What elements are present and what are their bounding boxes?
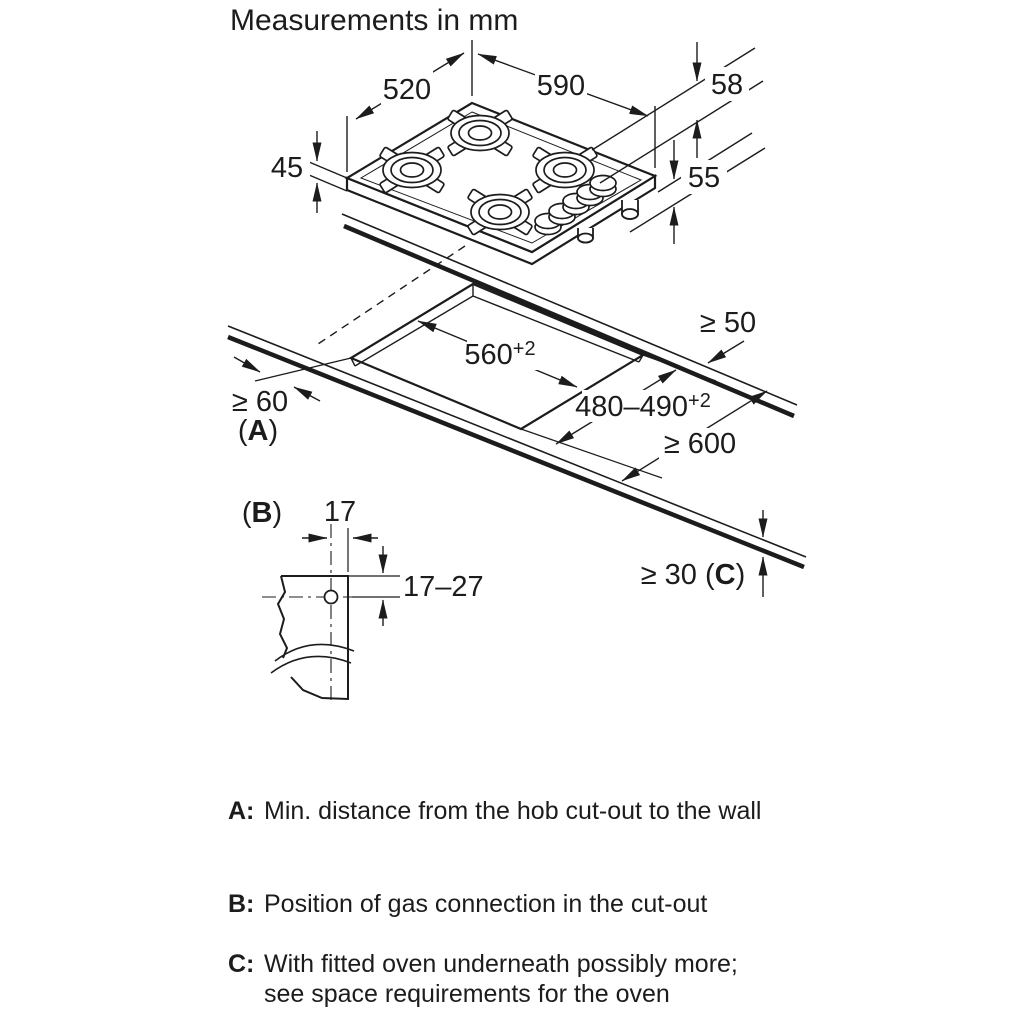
dim-60-label: ≥ 60 [231,386,289,418]
dim-560-label: $560^{+2}$ [464,338,536,371]
hob-leg [578,228,593,243]
dim-17 [302,528,378,572]
dim-55-label: 55 [687,162,721,194]
gas-hole [325,591,338,604]
dim-520-label: 520 [382,74,432,106]
legend-item-a [228,796,784,826]
dim-50-label: ≥ 50 [699,307,757,339]
legend-item-b [228,889,784,919]
hob-drawing [347,103,655,264]
dim-58-label: 58 [710,69,744,101]
page-title: Measurements in mm [230,4,519,37]
dim-17-27 [348,546,400,626]
break-line [271,656,351,673]
panel-section [271,576,354,699]
legend-text-a: Min. distance from the hob cut-out to the wall [264,797,762,825]
burner [447,110,512,156]
dim-60-ref-label: (A) [237,415,279,447]
burner [379,147,444,193]
gas-detail-ref-label: (B) [241,497,283,529]
gas-connection-detail [262,524,400,705]
legend-item-c [228,949,784,1009]
legend-key-b: B: [228,890,255,918]
dim-590-label: 590 [536,70,586,102]
dim-17-27-label: 17–27 [403,571,484,603]
legend-text-c: With fitted oven underneath possibly more; see space requirements for the oven [264,950,738,1008]
burner [467,189,532,235]
dim-30-label: ≥ 30 (C) [640,559,746,591]
dim-480-490-label: $480-490^{+2}$ [575,390,711,423]
legend-text-b: Position of gas connection in the cut-out [264,890,708,918]
dim-45-label: 45 [270,152,304,184]
dim-17-label: 17 [323,496,357,528]
dim-600-label: ≥ 600 [663,428,737,460]
gas-pipe [622,200,638,219]
dim-50 [708,341,744,363]
legend-key-a: A: [228,797,255,825]
legend-key-c: C: [228,950,255,978]
